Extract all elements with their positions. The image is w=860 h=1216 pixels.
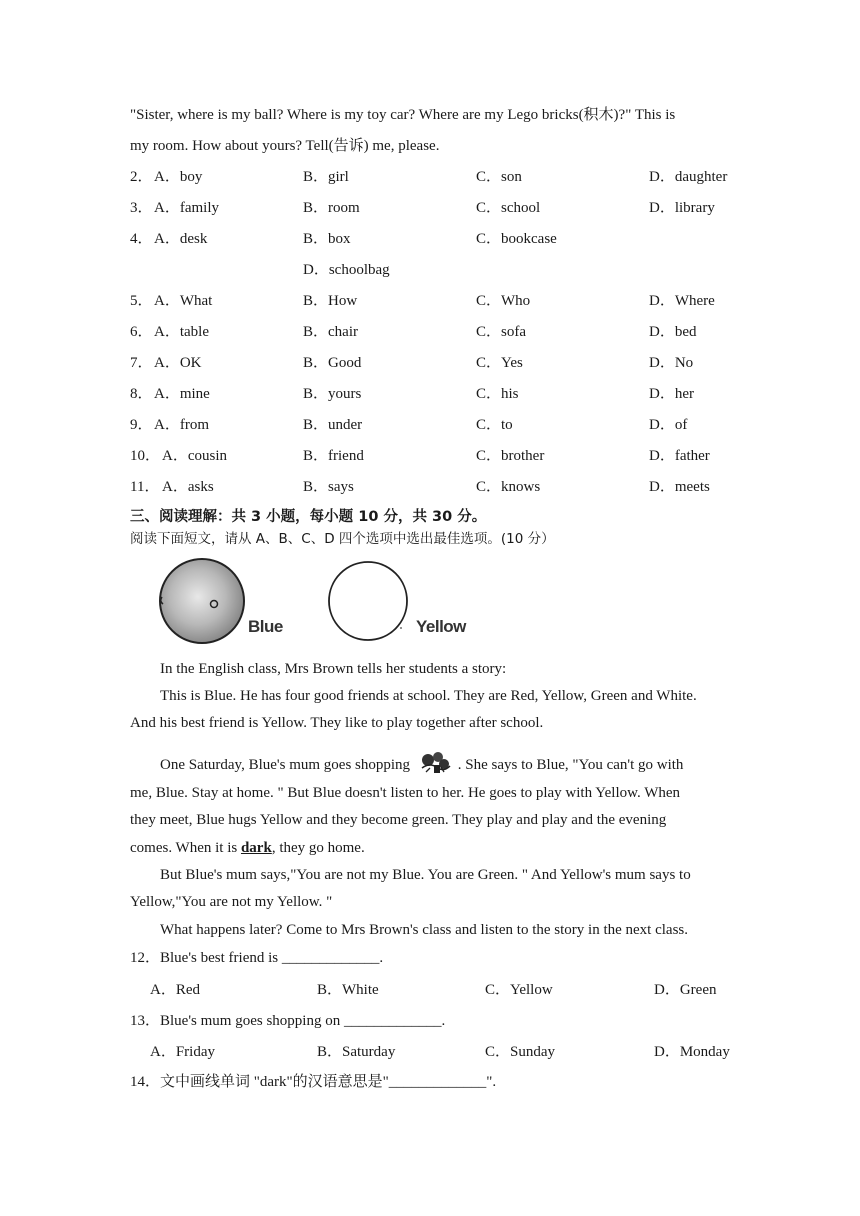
option-d[interactable]: D．father — [649, 448, 710, 464]
story-paragraph: they meet, Blue hugs Yellow and they become green. They play and play and the evening — [130, 812, 667, 828]
question-number: 2． — [130, 169, 153, 185]
option-b[interactable]: B．friend — [303, 448, 364, 464]
question-number: 10． — [130, 448, 161, 464]
option-d[interactable]: D．of — [649, 417, 688, 433]
option-b[interactable]: B．says — [303, 479, 354, 495]
question-number: 7． — [130, 355, 153, 371]
figure-label-yellow: Yellow — [416, 617, 466, 636]
option-b[interactable]: B．Saturday — [317, 1044, 396, 1060]
option-c[interactable]: C．brother — [476, 448, 545, 464]
option-a[interactable]: A．OK — [154, 355, 202, 371]
option-c[interactable]: C．Who — [476, 293, 531, 309]
question-number: 3． — [130, 200, 153, 216]
shopping-icon — [414, 748, 458, 774]
blue-circle-icon — [160, 559, 244, 643]
option-d[interactable]: D．Where — [649, 293, 715, 309]
section-instruction: 阅读下面短文，请从 A、B、C、D 四个选项中选出最佳选项。(10 分） — [130, 531, 555, 547]
story-text: comes. When it is — [130, 840, 241, 856]
story-paragraph: Yellow,"You are not my Yellow. " — [130, 894, 333, 910]
option-a[interactable]: A．mine — [154, 386, 210, 402]
option-c[interactable]: C．bookcase — [476, 231, 557, 247]
option-d[interactable]: D．library — [649, 200, 715, 216]
option-a[interactable]: A．table — [154, 324, 209, 340]
passage-line: "Sister, where is my ball? Where is my toy car? Where are my Lego bricks(积木)?" This is — [130, 107, 676, 123]
option-b[interactable]: B．girl — [303, 169, 349, 185]
option-d[interactable]: D．Green — [654, 982, 717, 998]
option-c[interactable]: C．Yellow — [485, 982, 553, 998]
option-a[interactable]: A．boy — [154, 169, 203, 185]
option-a[interactable]: A．What — [154, 293, 213, 309]
option-d[interactable]: D．Monday — [654, 1044, 730, 1060]
question-stem: 14．文中画线单词 "dark"的汉语意思是"_____________". — [130, 1074, 497, 1090]
passage-line: my room. How about yours? Tell(告诉) me, please. — [130, 138, 440, 154]
option-b[interactable]: B．under — [303, 417, 363, 433]
story-paragraph: And his best friend is Yellow. They like to play together after school. — [130, 715, 544, 731]
option-b[interactable]: B．yours — [303, 386, 362, 402]
story-paragraph: This is Blue. He has four good friends at school. They are Red, Yellow, Green and White. — [160, 688, 697, 704]
question-number: 11． — [130, 479, 160, 495]
question-number: 5． — [130, 293, 153, 309]
story-paragraph: But Blue's mum says,"You are not my Blue. You are Green. " And Yellow's mum says to — [160, 867, 691, 883]
story-paragraph — [130, 838, 365, 858]
option-c[interactable]: C．his — [476, 386, 519, 402]
option-c[interactable]: C．Sunday — [485, 1044, 556, 1060]
option-d[interactable]: D．meets — [649, 479, 710, 495]
option-b[interactable]: B．box — [303, 231, 351, 247]
option-c[interactable]: C．knows — [476, 479, 541, 495]
option-d[interactable]: D．No — [649, 355, 694, 371]
option-a[interactable]: A．Red — [150, 982, 200, 998]
option-d[interactable]: D．her — [649, 386, 694, 402]
story-paragraph: What happens later? Come to Mrs Brown's class and listen to the story in the next class. — [160, 922, 689, 938]
option-b[interactable]: B．room — [303, 200, 360, 216]
option-a[interactable]: A．Friday — [150, 1044, 215, 1060]
underlined-word: dark — [240, 840, 272, 856]
question-stem: 12．Blue's best friend is _____________. — [130, 950, 384, 966]
option-c[interactable]: C．to — [476, 417, 513, 433]
question-stem: 13．Blue's mum goes shopping on _____________. — [130, 1013, 446, 1029]
option-d[interactable]: D．daughter — [649, 169, 728, 185]
option-c[interactable]: C．sofa — [476, 324, 526, 340]
question-number: 8． — [130, 386, 153, 402]
story-text: . She says to Blue, "You can't go with — [457, 757, 684, 773]
option-b[interactable]: B．chair — [303, 324, 358, 340]
story-paragraph: me, Blue. Stay at home. " But Blue doesn't listen to her. He goes to play with Yellow. When — [130, 785, 681, 801]
option-c[interactable]: C．son — [476, 169, 522, 185]
option-d[interactable]: D．bed — [649, 324, 697, 340]
question-number: 9． — [130, 417, 153, 433]
section-heading: 三、阅读理解：共 3 小题，每小题 10 分，共 30 分。 — [130, 509, 487, 525]
option-b[interactable]: B．Good — [303, 355, 362, 371]
option-c[interactable]: C．Yes — [476, 355, 523, 371]
option-a[interactable]: A．from — [154, 417, 209, 433]
option-a[interactable]: A．desk — [154, 231, 208, 247]
option-b[interactable]: B．How — [303, 293, 358, 309]
option-c[interactable]: C．school — [476, 200, 541, 216]
option-b[interactable]: B．White — [317, 982, 379, 998]
figure-label-blue: Blue — [248, 617, 283, 636]
option-a[interactable]: A．cousin — [162, 448, 227, 464]
story-text: , they go home. — [271, 840, 365, 856]
option-a[interactable]: A．asks — [162, 479, 214, 495]
story-paragraph — [160, 748, 683, 775]
option-a[interactable]: A．family — [154, 200, 219, 216]
question-number: 6． — [130, 324, 153, 340]
question-number: 4． — [130, 231, 153, 247]
story-text: One Saturday, Blue's mum goes shopping — [160, 757, 411, 773]
yellow-circle-icon — [329, 562, 407, 640]
story-paragraph: In the English class, Mrs Brown tells her students a story: — [160, 661, 507, 677]
option-d[interactable]: D．schoolbag — [303, 262, 390, 278]
